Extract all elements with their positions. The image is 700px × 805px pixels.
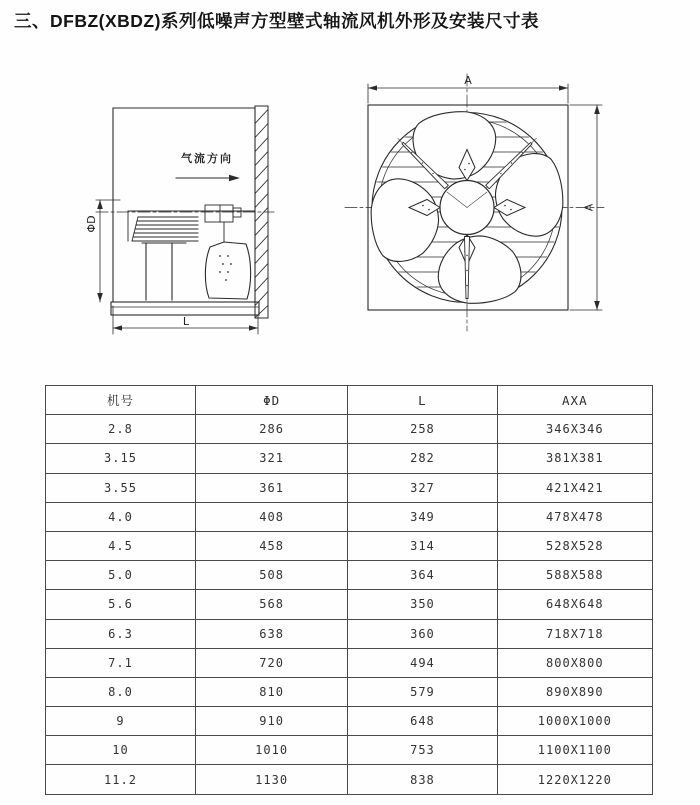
table-cell: 588X588 (497, 561, 652, 590)
table-row (46, 648, 653, 677)
table-cell: 286 (195, 415, 347, 444)
table-cell: 458 (195, 531, 347, 560)
table-cell: 3.55 (46, 473, 196, 502)
table-header (46, 386, 653, 415)
a-right-label: A (582, 203, 596, 212)
table-cell: 1010 (195, 736, 347, 765)
table-header-row (46, 386, 653, 415)
table-cell: 648X648 (497, 590, 652, 619)
table-cell: 408 (195, 502, 347, 531)
table-cell: 5.6 (46, 590, 196, 619)
table-cell: 327 (348, 473, 497, 502)
table-cell: 4.0 (46, 502, 196, 531)
table-cell: 800X800 (497, 648, 652, 677)
table-cell: 1000X1000 (497, 707, 652, 736)
header-cell-diameter: ΦD (195, 386, 347, 415)
table-row (46, 707, 653, 736)
table-cell: 1220X1220 (497, 765, 652, 794)
table-cell: 360 (348, 619, 497, 648)
l-label: L (182, 315, 190, 328)
table-cell: 346X346 (497, 415, 652, 444)
motor-fins (132, 217, 198, 243)
table-cell: 11.2 (46, 765, 196, 794)
table-row (46, 736, 653, 765)
table-body (46, 415, 653, 794)
table-cell: 810 (195, 677, 347, 706)
table-cell: 2.8 (46, 415, 196, 444)
dimension-a-right (570, 105, 602, 310)
table-cell: 910 (195, 707, 347, 736)
table-row (46, 502, 653, 531)
table-row (46, 531, 653, 560)
table-cell: 10 (46, 736, 196, 765)
phi-d-label: ΦD (85, 215, 98, 233)
table-cell: 350 (348, 590, 497, 619)
table-cell: 568 (195, 590, 347, 619)
table-cell: 6.3 (46, 619, 196, 648)
table-cell: 718X718 (497, 619, 652, 648)
base-plate (111, 302, 259, 315)
table-cell: 3.15 (46, 444, 196, 473)
table-cell: 753 (348, 736, 497, 765)
pedestal (146, 243, 172, 300)
dimension-a-top (368, 74, 568, 103)
airflow-arrow-icon (176, 175, 240, 181)
table-row (46, 677, 653, 706)
page-title: 三、DFBZ(XBDZ)系列低噪声方型壁式轴流风机外形及安装尺寸表 (14, 11, 539, 31)
table-cell: 421X421 (497, 473, 652, 502)
airflow-direction-label: 气流方向 (181, 152, 233, 165)
table-cell: 528X528 (497, 531, 652, 560)
table-cell: 364 (348, 561, 497, 590)
a-top-label: A (464, 74, 472, 87)
table-cell: 282 (348, 444, 497, 473)
table-cell: 9 (46, 707, 196, 736)
header-cell-axa: AXA (497, 386, 652, 415)
table-row (46, 415, 653, 444)
dimension-l (113, 306, 258, 334)
table-cell: 720 (195, 648, 347, 677)
dimensions-table (45, 385, 653, 795)
table-cell: 579 (348, 677, 497, 706)
table-cell: 314 (348, 531, 497, 560)
impeller-blade (205, 242, 250, 299)
table-row (46, 473, 653, 502)
table-row (46, 444, 653, 473)
table-row (46, 619, 653, 648)
table-cell: 1130 (195, 765, 347, 794)
header-cell-length: L (348, 386, 497, 415)
table-cell: 7.1 (46, 648, 196, 677)
table-cell: 258 (348, 415, 497, 444)
table-cell: 381X381 (497, 444, 652, 473)
table-cell: 361 (195, 473, 347, 502)
header-cell-model: 机号 (46, 386, 196, 415)
table-cell: 4.5 (46, 531, 196, 560)
table-cell: 638 (195, 619, 347, 648)
technical-drawings (0, 40, 700, 360)
table-cell: 838 (348, 765, 497, 794)
side-view-drawing (85, 106, 274, 334)
table-cell: 8.0 (46, 677, 196, 706)
table-row (46, 561, 653, 590)
table-cell: 508 (195, 561, 347, 590)
table-cell: 1100X1100 (497, 736, 652, 765)
dimension-phi-d (85, 200, 120, 302)
table-cell: 321 (195, 444, 347, 473)
table-cell: 648 (348, 707, 497, 736)
table-cell: 5.0 (46, 561, 196, 590)
table-cell: 478X478 (497, 502, 652, 531)
fan-hub (440, 181, 494, 235)
table-cell: 494 (348, 648, 497, 677)
front-view-drawing (345, 74, 604, 331)
table-row (46, 765, 653, 794)
table-row (46, 590, 653, 619)
table-cell: 890X890 (497, 677, 652, 706)
table-cell: 349 (348, 502, 497, 531)
